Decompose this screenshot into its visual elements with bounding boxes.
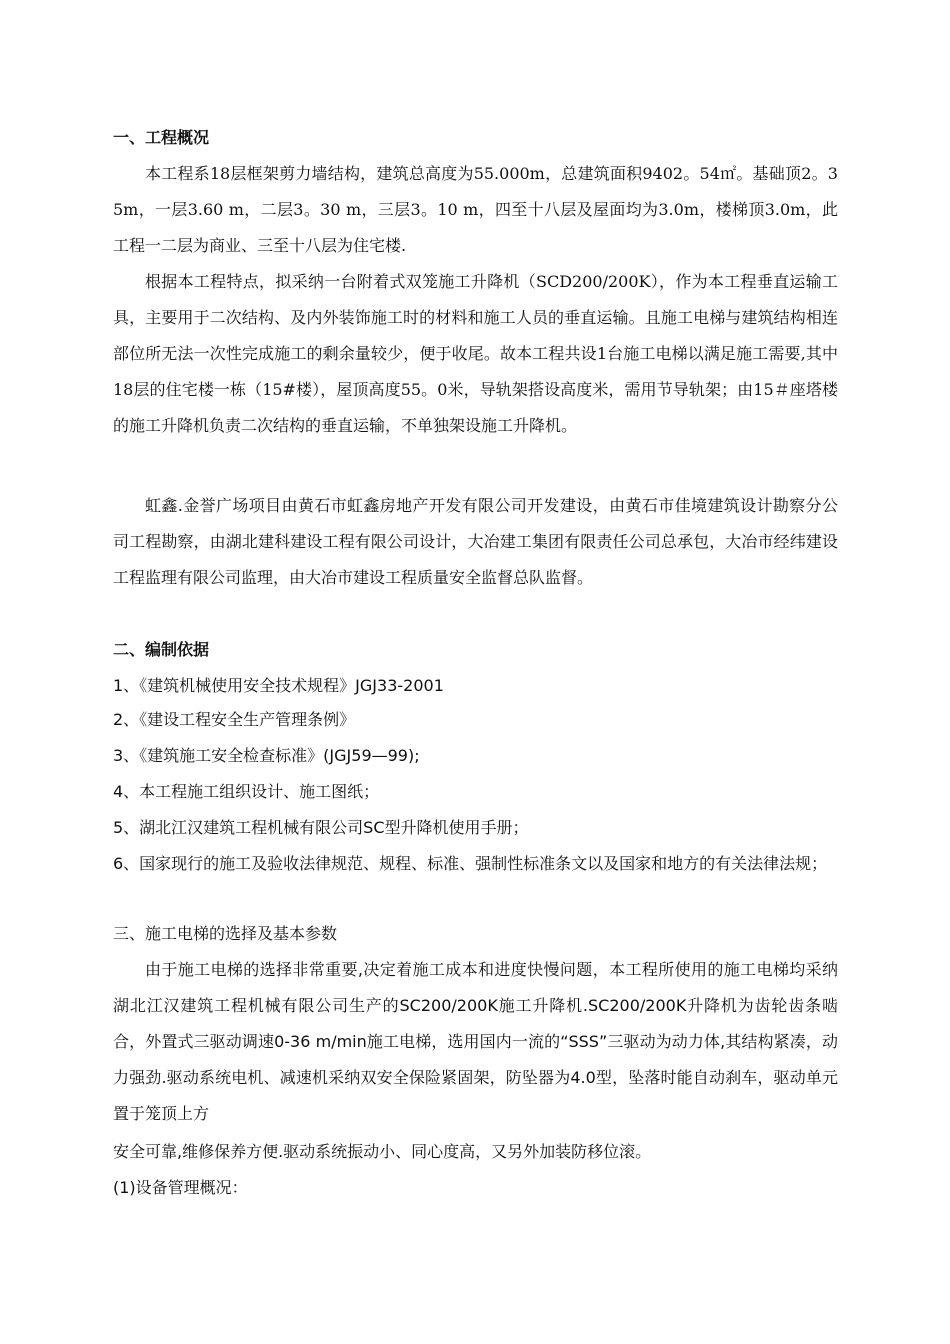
section-3-heading: 三、施工电梯的选择及基本参数 <box>113 924 338 943</box>
basis-item: 5、湖北江汉建筑工程机械有限公司SC型升降机使用手册； <box>113 818 529 837</box>
basis-item: 1、《建筑机械使用安全技术规程》JGJ33-2001 <box>113 676 444 695</box>
basis-item: 3、《建筑施工安全检查标准》(JGJ59—99); <box>113 746 420 765</box>
overview-paragraph-1: 本工程系18层框架剪力墙结构，建筑总高度为55.000m，总建筑面积9402。54㎡。基础顶2。35m，一层3.60 m，二层3。30 m，三层3。10 m，四至十八层及屋面均为3.0m，楼梯顶3.0m，此工程一二层为商业、三至十八层为住宅楼. <box>113 164 838 255</box>
selection-paragraph-2: 安全可靠,维修保养方便.驱动系统振动小、同心度高，又另外加装防移位滚。 <box>113 1142 652 1161</box>
section-2-heading: 二、编制依据 <box>113 640 210 659</box>
basis-item: 4、本工程施工组织设计、施工图纸； <box>113 782 380 801</box>
equipment-management-subheading: (1)设备管理概况： <box>113 1178 248 1197</box>
overview-paragraph-3: 虹鑫.金誉广场项目由黄石市虹鑫房地产开发有限公司开发建设，由黄石市佳境建筑设计勘察分公司工程勘察，由湖北建科建设工程有限公司设计，大冶建工集团有限责任公司总承包，大冶市经纬建设工程监理有限公司监理，由大冶市建设工程质量安全监督总队监督。 <box>113 496 838 587</box>
selection-paragraph-1: 由于施工电梯的选择非常重要,决定着施工成本和进度快慢问题，本工程所使用的施工电梯均采纳湖北江汉建筑工程机械有限公司生产的SC200/200K施工升降机.SC200/200K升降机为齿轮齿条啮合，外置式三驱动调速0-36 m/min施工电梯，选用国内一流的“SSS”三驱动为动力体,其结构紧凑，动力强劲.驱动系统电机、减速机采纳双安全保险紧固架，防坠器为4.0型，坠落时能自动刹车，驱动单元置于笼顶上方 <box>113 960 838 1123</box>
basis-item: 6、国家现行的施工及验收法律规范、规程、标准、强制性标准条文以及国家和地方的有关法律法规； <box>113 854 828 873</box>
overview-paragraph-2: 根据本工程特点，拟采纳一台附着式双笼施工升降机（SCD200/200K），作为本工程垂直运输工具，主要用于二次结构、及内外装饰施工时的材料和施工人员的垂直运输。且施工电梯与建筑结构相连部位所无法一次性完成施工的剩余量较少，便于收尾。故本工程共设1台施工电梯以满足施工需要,其中18层的住宅楼一栋（15#楼），屋顶高度55。0米，导轨架搭设高度米，需用节导轨架；由15＃座塔楼的施工升降机负责二次结构的垂直运输，不单独架设施工升降机。 <box>113 272 838 435</box>
basis-item: 2、《建设工程安全生产管理条例》 <box>113 710 356 729</box>
section-1-heading: 一、工程概况 <box>113 128 210 147</box>
